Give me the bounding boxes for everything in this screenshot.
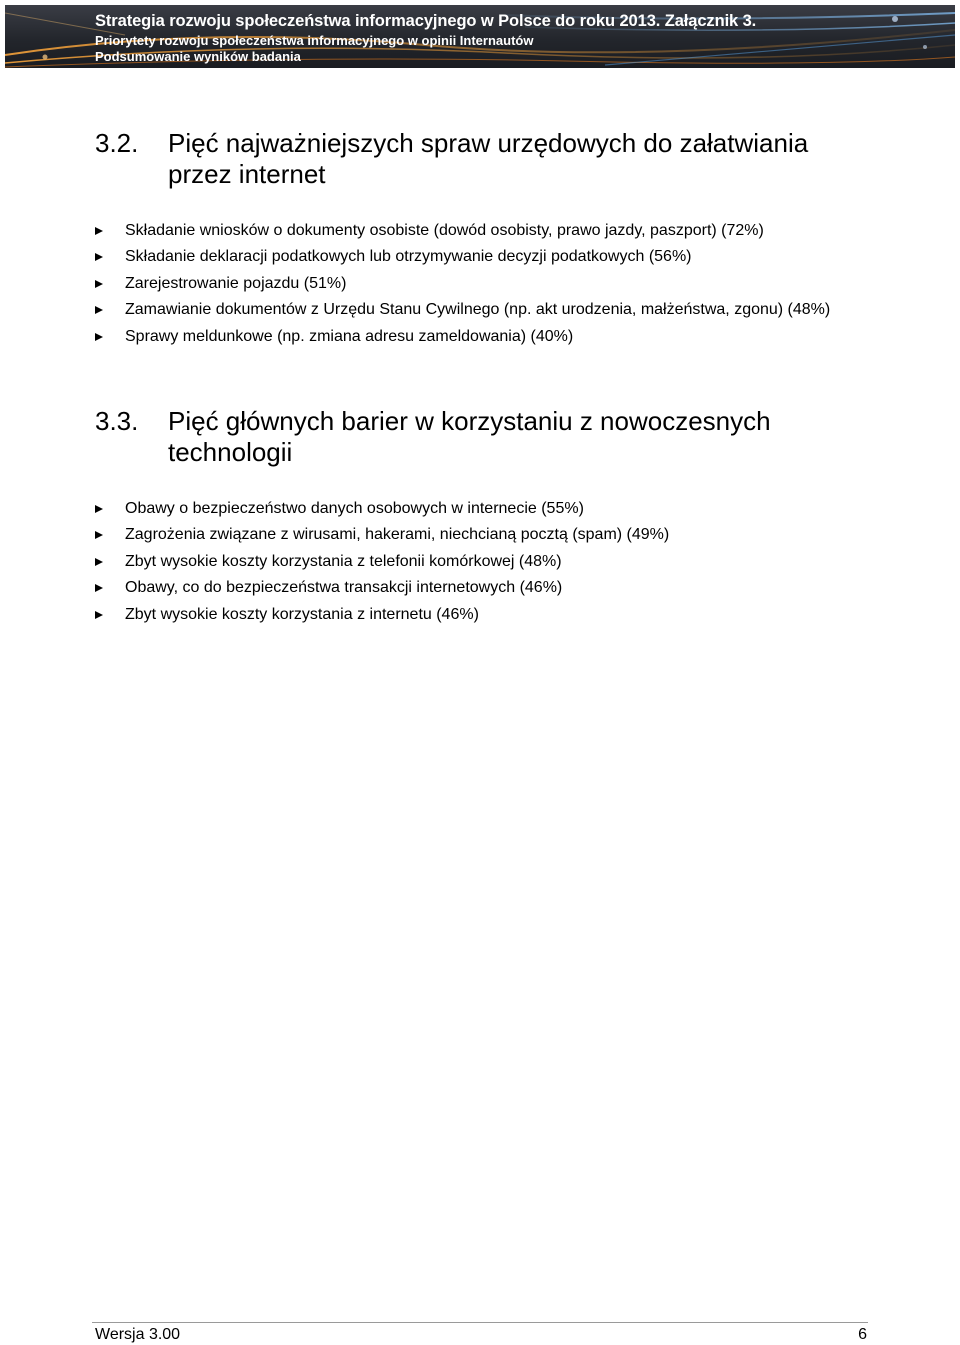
list-item: Sprawy meldunkowe (np. zmiana adresu zameldowania) (40%) (95, 327, 870, 347)
bullet-list-barriers (95, 499, 870, 631)
page-number: 6 (858, 1326, 867, 1343)
header-banner (5, 5, 955, 68)
list-item: Składanie deklaracji podatkowych lub otrzymywanie decyzji podatkowych (56%) (95, 247, 870, 267)
bullet-list-official-matters (95, 221, 870, 353)
header-subtitle-secondary: Podsumowanie wyników badania (95, 49, 301, 64)
header-subtitle: Priorytety rozwoju społeczeństwa informacyjnego w opinii Internautów (95, 33, 534, 48)
list-item: Zarejestrowanie pojazdu (51%) (95, 274, 870, 294)
list-item: Zagrożenia związane z wirusami, hakerami, niechcianą pocztą (spam) (49%) (95, 525, 870, 545)
section-number: 3.3. (95, 406, 139, 436)
bullet-arrow-icon (95, 253, 103, 261)
bullet-arrow-icon (95, 333, 103, 341)
footer-version: Wersja 3.00 (95, 1326, 181, 1343)
section-number: 3.2. (95, 128, 139, 158)
list-item: Zbyt wysokie koszty korzystania z telefonii komórkowej (48%) (95, 552, 870, 572)
footer-divider (92, 1322, 868, 1323)
list-item: Zamawianie dokumentów z Urzędu Stanu Cywilnego (np. akt urodzenia, małżeństwa, zgonu) (48%) (95, 300, 870, 320)
section-title: Pięć głównych barier w korzystaniu z nowoczesnych technologii (168, 406, 771, 467)
section-title: Pięć najważniejszych spraw urzędowych do załatwiania przez internet (168, 128, 809, 189)
list-item: Obawy, co do bezpieczeństwa transakcji internetowych (46%) (95, 578, 870, 598)
bullet-arrow-icon (95, 505, 103, 513)
bullet-arrow-icon (95, 531, 103, 539)
bullet-arrow-icon (95, 227, 103, 235)
bullet-arrow-icon (95, 584, 103, 592)
header-title: Strategia rozwoju społeczeństwa informacyjnego w Polsce do roku 2013. Załącznik 3. (95, 12, 757, 30)
bullet-arrow-icon (95, 611, 103, 619)
bullet-arrow-icon (95, 280, 103, 288)
list-item: Zbyt wysokie koszty korzystania z internetu (46%) (95, 605, 870, 625)
bullet-arrow-icon (95, 558, 103, 566)
section-heading-3-2 (95, 128, 875, 190)
bullet-arrow-icon (95, 306, 103, 314)
section-heading-3-3 (95, 406, 875, 468)
list-item: Obawy o bezpieczeństwo danych osobowych w internecie (55%) (95, 499, 870, 519)
list-item: Składanie wniosków o dokumenty osobiste (dowód osobisty, prawo jazdy, paszport) (72%) (95, 221, 870, 241)
